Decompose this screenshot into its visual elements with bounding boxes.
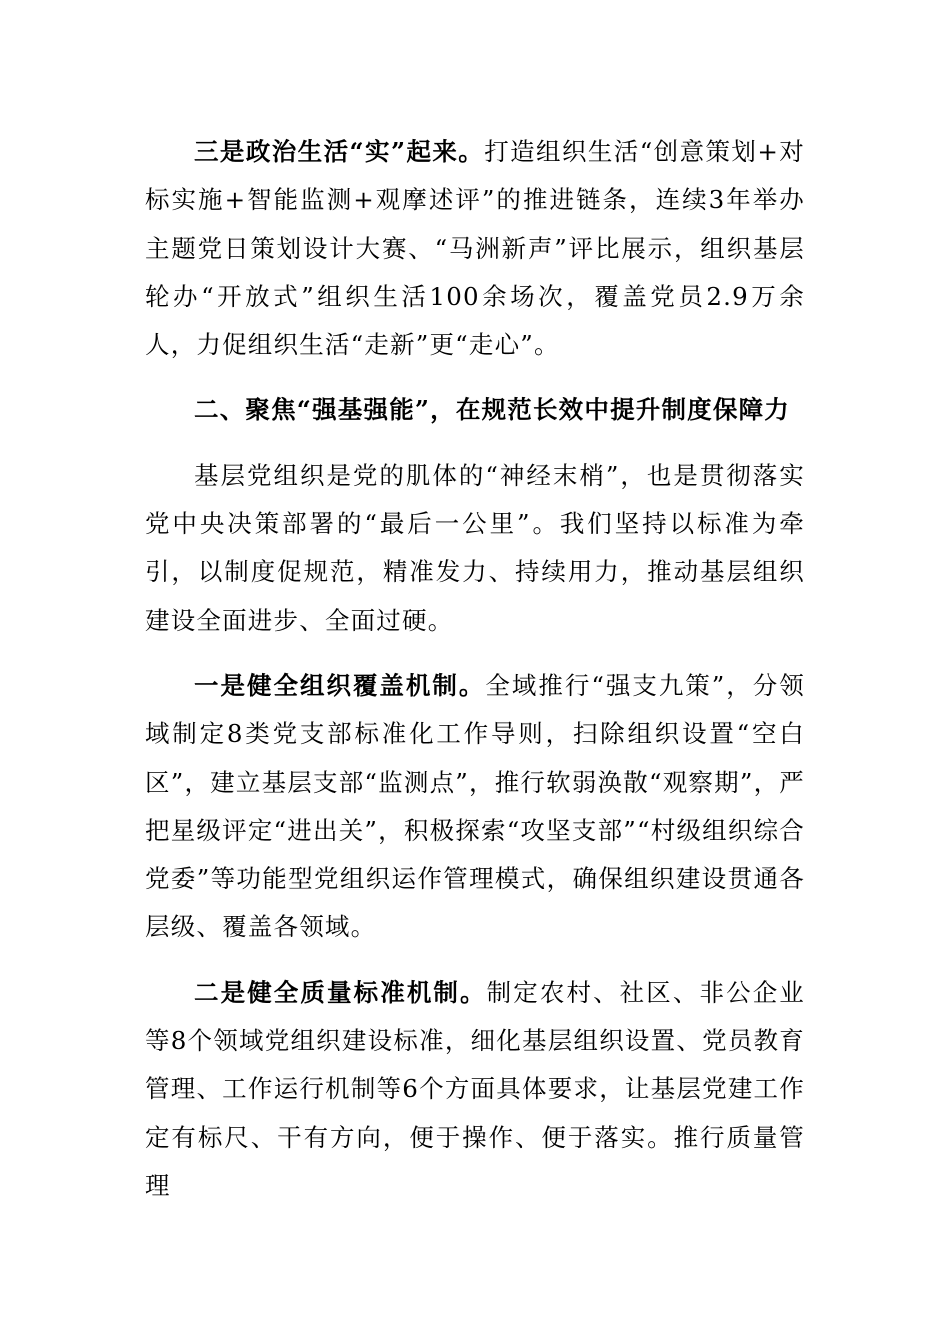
- paragraph-coverage-mechanism: [145, 662, 805, 952]
- paragraph-lead: 三是政治生活“实”起来。: [194, 137, 485, 166]
- section-heading: 二、聚焦“强基强能”，在规范长效中提升制度保障力: [194, 395, 790, 425]
- paragraph-lead: 二是健全质量标准机制。: [194, 977, 487, 1007]
- document-body: [145, 128, 805, 1227]
- paragraph-intro: [145, 452, 805, 645]
- paragraph-text: 打造组织生活“创意策划+对标实施+智能监测+观摩述评”的推进链条，连续3年举办主题党日策划设计大赛、“马洲新声”评比展示，组织基层轮办“开放式”组织生活100余场次，覆盖党员2.9万余人，力促组织生活“走新”更“走心”。: [145, 137, 805, 360]
- paragraph-text: 基层党组织是党的肌体的“神经末梢”，也是贯彻落实党中央决策部署的“最后一公里”。我们坚持以标准为牵引，以制度促规范，精准发力、持续用力，推动基层组织建设全面进步、全面过硬。: [145, 460, 805, 635]
- paragraph-quality-mechanism: [145, 969, 805, 1210]
- paragraph-political-life: [145, 128, 805, 369]
- paragraph-lead: 一是健全组织覆盖机制。: [194, 670, 486, 700]
- paragraph-text: 全域推行“强支九策”，分领域制定8类党支部标准化工作导则，扫除组织设置“空白区”，建立基层支部“监测点”，推行软弱涣散“观察期”，严把星级评定“进出关”，积极探索“攻坚支部”“村级组织综合党委”等功能型党组织运作管理模式，确保组织建设贯通各层级、覆盖各领域。: [145, 670, 805, 942]
- paragraph-text: 制定农村、社区、非公企业等8个领域党组织建设标准，细化基层组织设置、党员教育管理、工作运行机制等6个方面具体要求，让基层党建工作定有标尺、干有方向，便于操作、便于落实。推行质量管理: [145, 977, 806, 1200]
